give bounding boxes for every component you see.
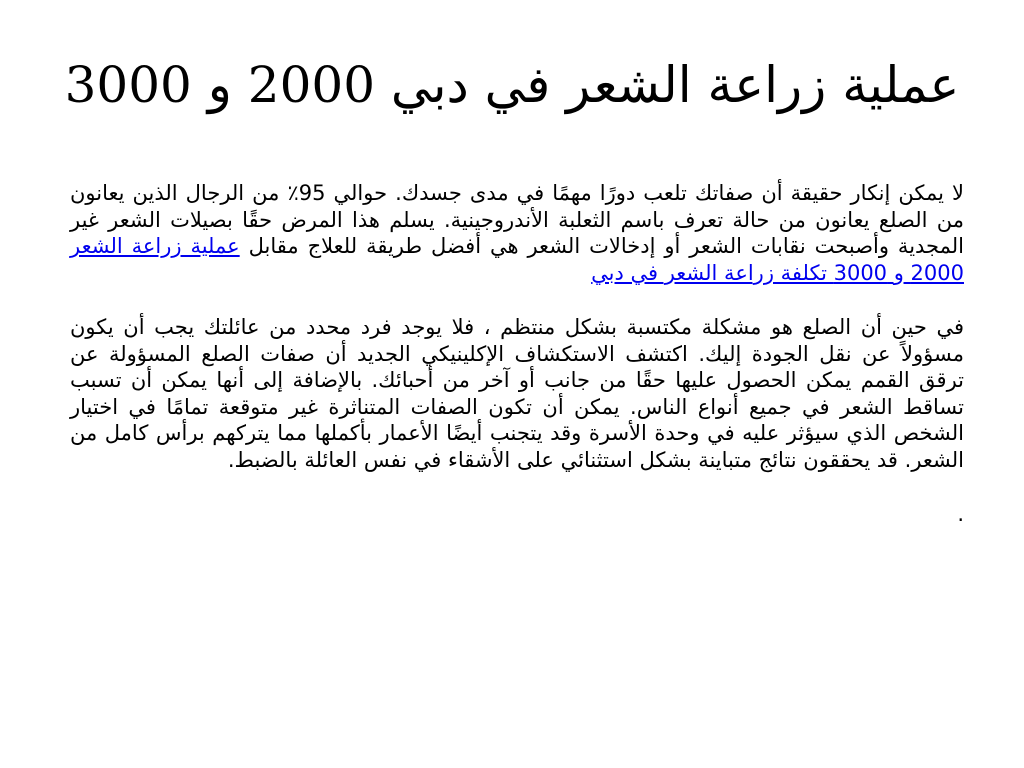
- slide-body: [70, 180, 964, 556]
- paragraph-intro-text: لا يمكن إنكار حقيقة أن صفاتك تلعب دورًا مهمًا في مدى جسدك. حوالي 95٪ من الرجال الذين يعانون من الصلع يعانون من حالة تعرف باسم الثعلبة الأندروجينية. يسلم هذا المرض حقًا بصيلات الشعر غير المجدية وأصبحت نقابات الشعر أو إدخالات الشعر هي أفضل طريقة للعلاج مقابل: [70, 181, 964, 258]
- hair-transplant-cost-link[interactable]: عملية زراعة الشعر 2000 و 3000 تكلفة زراعة الشعر في دبي: [70, 234, 964, 285]
- paragraph-intro: [70, 180, 964, 286]
- paragraph-baldness: في حين أن الصلع هو مشكلة مكتسبة بشكل منتظم ، فلا يوجد فرد محدد من عائلتك يجب أن يكون مسؤولاً عن نقل الجودة إليك. اكتشف الاستكشاف الإكلينيكي الجديد أن صفات الصلع المسؤولة عن ترقق القمم يمكن الحصول عليها حقًا من جانب أو آخر من أحبائك. بالإضافة إلى أنها يمكن أن تسبب تساقط الشعر في جميع أنواع الناس. يمكن أن تكون الصفات المتناثرة غير متوقعة تمامًا في اختيار الشخص الذي سيؤثر عليه في وحدة الأسرة وقد يتجنب أيضًا الأعمار بأكملها مما يتركهم برأس كامل من الشعر. قد يحققون نتائج متباينة بشكل استثنائي على الأشقاء في نفس العائلة بالضبط.: [70, 315, 964, 472]
- paragraph-trailing-dot: .: [957, 502, 964, 526]
- slide-title: عملية زراعة الشعر في دبي 2000 و 3000: [64, 56, 960, 114]
